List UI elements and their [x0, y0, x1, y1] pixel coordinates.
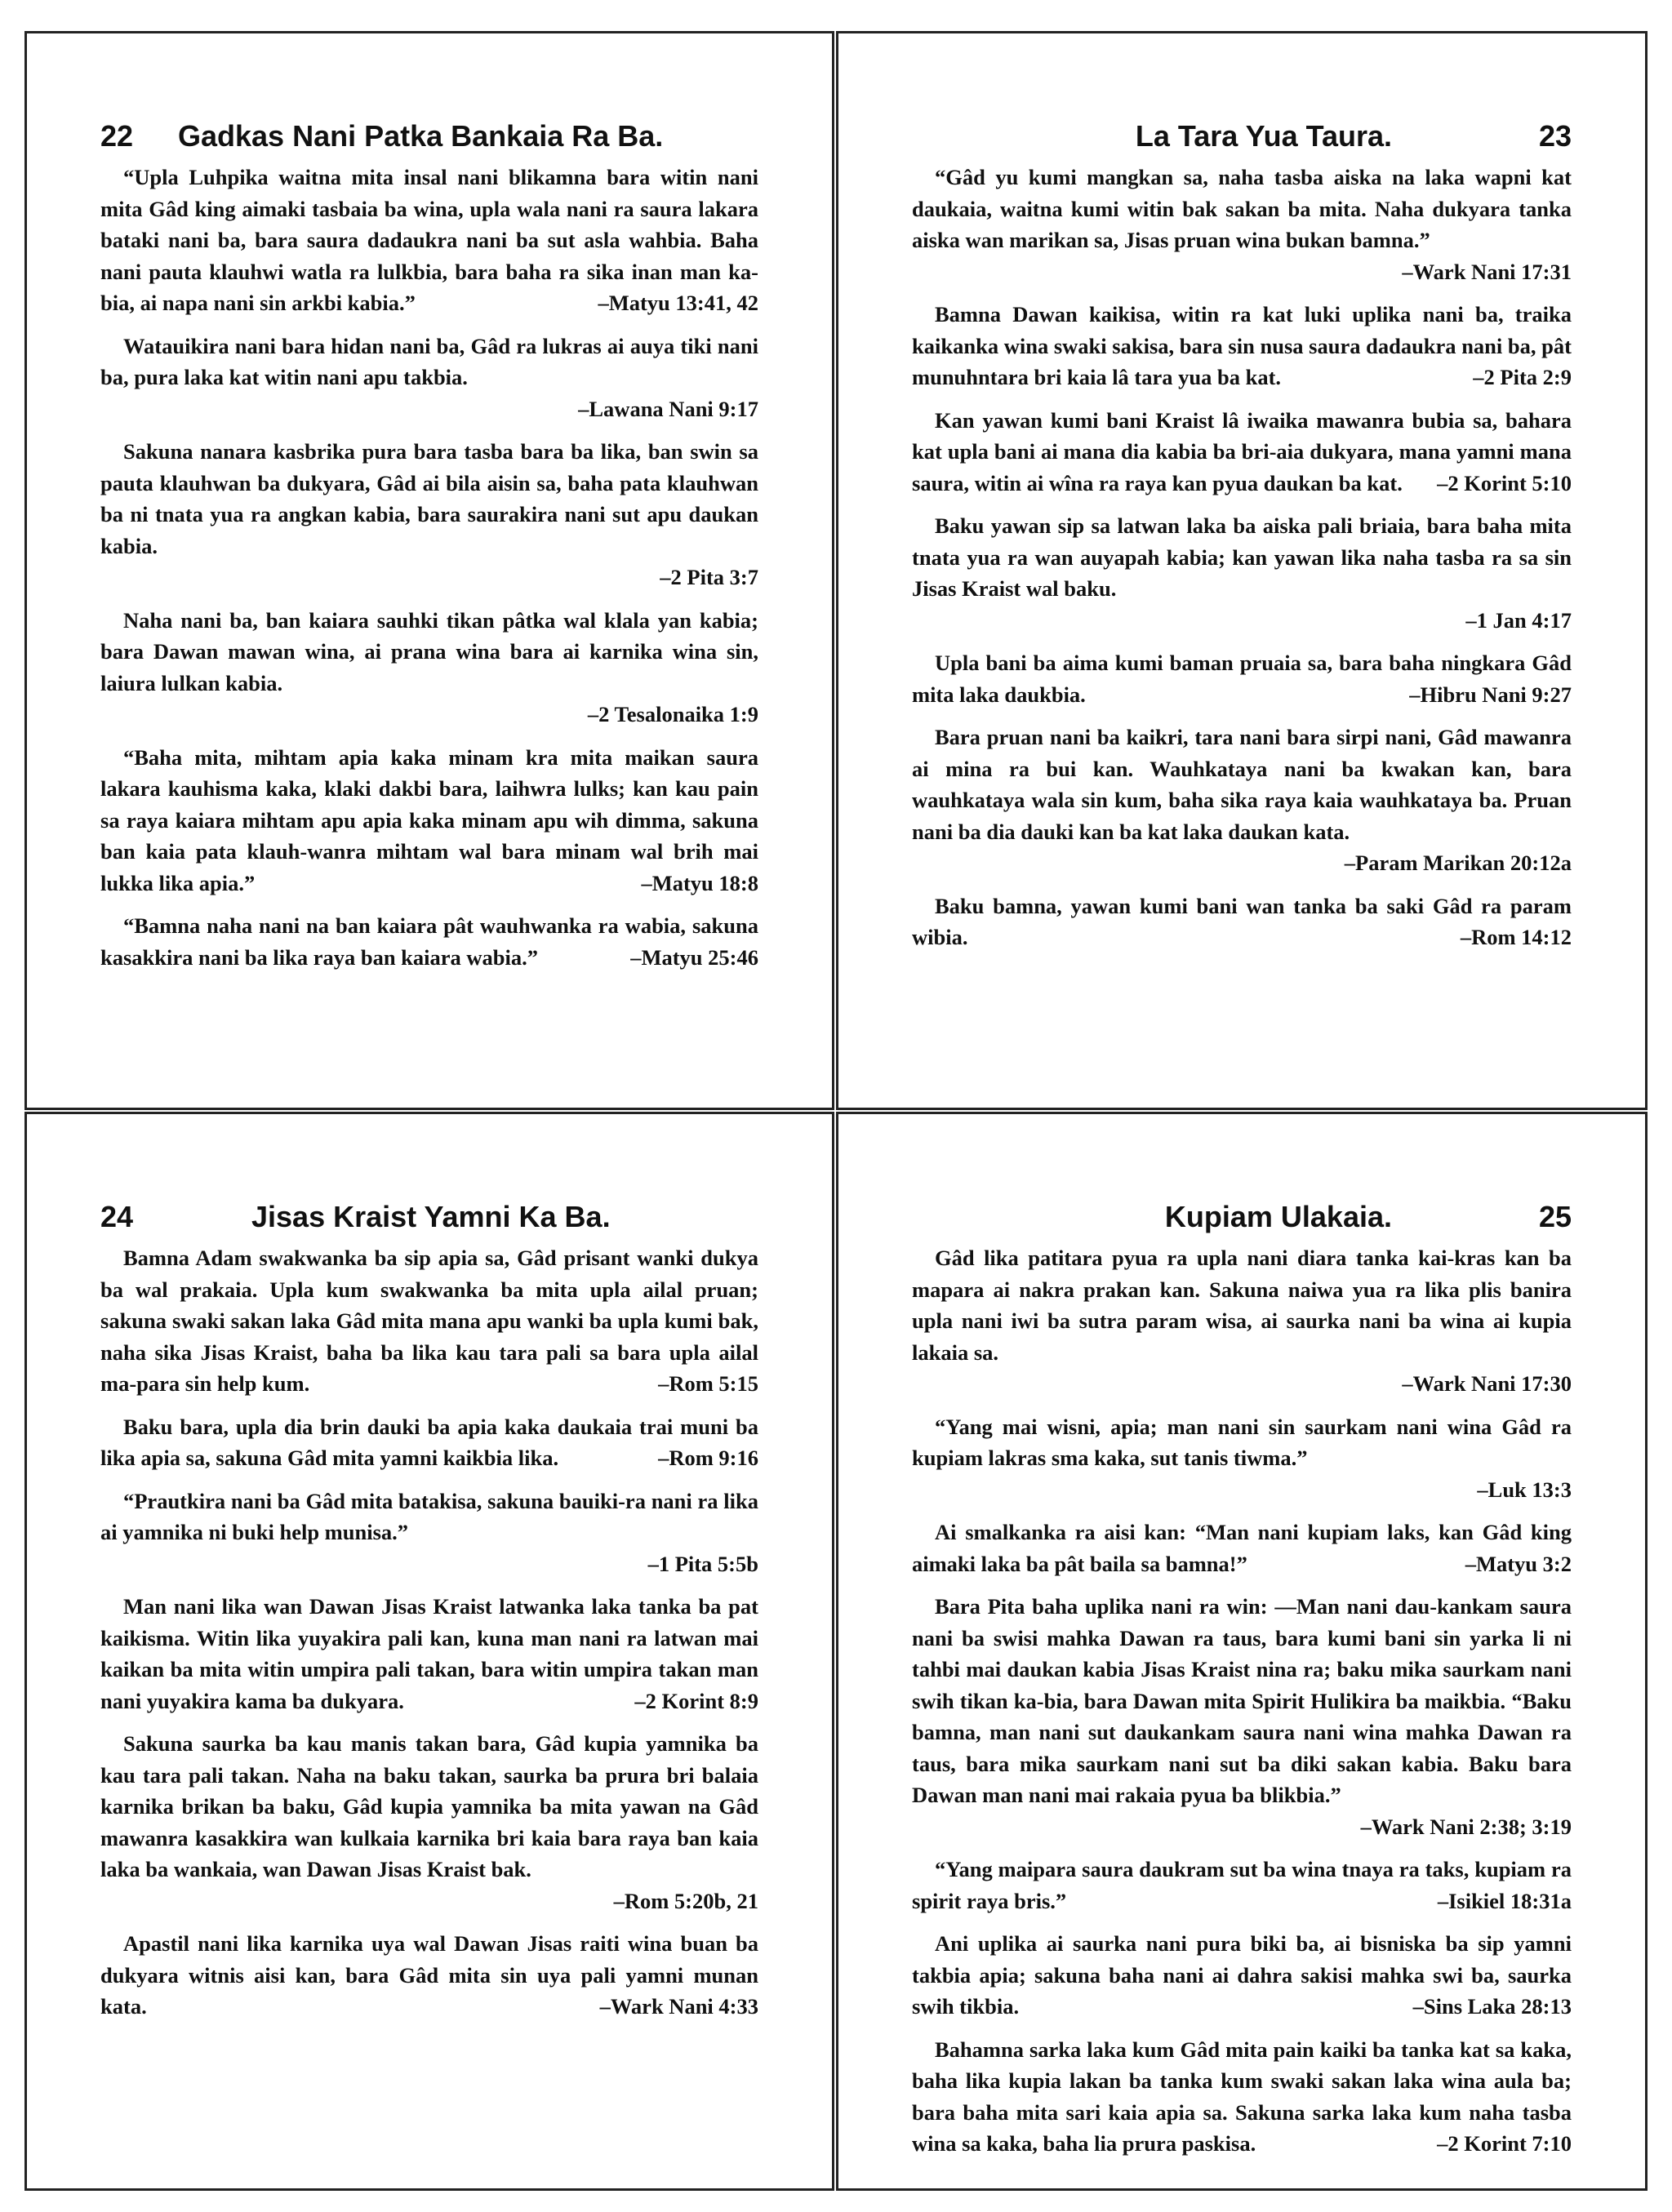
page-number: 23: [1538, 119, 1572, 153]
verse-text: Bamna Dawan kaikisa, witin ra kat luki uplika nani ba, traika kaikanka wina swaki sakisa, bara sin nusa saura dadaukra nani ba, pât munuhntara bri kaia lâ tara yua ba kat.: [912, 302, 1572, 389]
verse-block: [100, 331, 758, 425]
verse-reference: –2 Pita 2:9: [1473, 365, 1572, 389]
verse-reference: –2 Korint 8:9: [634, 1688, 758, 1713]
verse-text: “Yang maipara saura daukram sut ba wina tnaya ra taks, kupiam ra spirit raya bris.”: [912, 1857, 1572, 1913]
verse-reference: –Rom 5:15: [658, 1371, 758, 1396]
page-content: [912, 1200, 1572, 2171]
verse-reference: –Luk 13:3: [1477, 1477, 1572, 1502]
verse-text: Bahamna sarka laka kum Gâd mita pain kaiki ba tanka kat sa kaka, baha lika kupia lakan ba tanka kum swaki sakan laka wina aula ba; bara baha mita sari kaia apia sa. Sakuna sarka laka kum naha tasba wina sa kaka, baha lia prura paskisa.: [912, 2037, 1572, 2156]
verse-text: Gâd lika patitara pyua ra upla nani diara tanka kai-kras kan ba mapara ai nakra prakan kan. Sakuna naiwa yua ra lika plis banira upla nani iwi ba sutra param wisa, ai saurka nani ba wina ai kupia lakaia sa.: [912, 1246, 1572, 1365]
verse-reference: –2 Korint 5:10: [1437, 470, 1572, 495]
verse-block: [912, 1854, 1572, 1917]
page-title: Jisas Kraist Yamni Ka Ba.: [251, 1200, 611, 1233]
page-header: [100, 1200, 758, 1239]
verse-block: [912, 1242, 1572, 1400]
page-25: [836, 1112, 1648, 2191]
verse-text: Baku bamna, yawan kumi bani wan tanka ba saki Gâd ra param wibia.: [912, 893, 1572, 949]
verse-text: Bara pruan nani ba kaikri, tara nani bara sirpi nani, Gâd mawanra ai mina ra bui kan. Wauhkataya nani ba kwakan kan, bara wauhkataya wala sin kum, baha sika raya kaia wauhkataya ba. Pruan nani ba dia dauki kan ba kat laka daukan kata.: [912, 725, 1572, 844]
page-header: [912, 119, 1572, 158]
verse-text: “Baha mita, mihtam apia kaka minam kra mita maikan saura lakara kauhisma kaka, klaki dakbi bara, laihwra lulks; kan kau pain sa raya kaiara mihtam apu apia kaka minam apu wih dimma, sakuna ban kaia pata klauh-wanra mihtam wal bara minam wal brih mai lukka lika apia.”: [100, 744, 758, 895]
verse-block: [100, 1486, 758, 1580]
verse-reference: –Matyu 3:2: [1465, 1551, 1572, 1576]
verse-reference: –Matyu 25:46: [630, 944, 758, 970]
page-header: [912, 1200, 1572, 1239]
page-title: Gadkas Nani Patka Bankaia Ra Ba.: [178, 119, 664, 153]
verse-reference: –Sins Laka 28:13: [1412, 1994, 1572, 2019]
verse-block: [100, 1591, 758, 1717]
verse-reference: –Isikiel 18:31a: [1437, 1888, 1572, 1913]
verse-text: “Yang mai wisni, apia; man nani sin saurkam nani wina Gâd ra kupiam lakras sma kaka, sut tanis tiwma.”: [912, 1414, 1572, 1470]
verse-block: [100, 910, 758, 973]
verse-text: Baku yawan sip sa latwan laka ba aiska pali briaia, bara baha mita tnata yua ra wan auyapah kabia; kan yawan lika naha tasba ra sa sin Jisas Kraist wal baku.: [912, 513, 1572, 601]
verse-block: [912, 162, 1572, 287]
verse-text: “Upla Luhpika waitna mita insal nani blikamna bara witin nani mita Gâd king aimaki tasbaia ba wina, upla wala nani ra saura lakara bataki nani ba, bara saura dadaukra nani ba sut asla wahbia. Baha nani pauta klauhwi watla ra lulkbia, bara baha ra sika inan man ka-bia, ai napa nani sin arkbi kabia.”: [100, 165, 758, 315]
page-number: 25: [1538, 1200, 1572, 1233]
page-22: [24, 31, 834, 1110]
verse-text: Upla bani ba aima kumi baman pruaia sa, bara baha ningkara Gâd mita laka daukbia.: [912, 651, 1572, 707]
verse-block: [100, 162, 758, 319]
verse-block: [912, 891, 1572, 953]
verse-reference: –Wark Nani 17:30: [1402, 1371, 1572, 1396]
verse-block: [100, 1728, 758, 1917]
verse-block: [912, 1411, 1572, 1506]
verse-block: [912, 1517, 1572, 1579]
verse-reference: –2 Pita 3:7: [660, 565, 758, 589]
verse-block: [912, 405, 1572, 500]
verse-block: [912, 2034, 1572, 2160]
page-content: [100, 1200, 758, 2034]
verse-block: [912, 647, 1572, 710]
verse-block: [100, 436, 758, 593]
verse-text: Baku bara, upla dia brin dauki ba apia kaka daukaia trai muni ba lika apia sa, sakuna Gâd mita yamni kaikbia lika.: [100, 1414, 758, 1470]
verse-reference: –Wark Nani 4:33: [599, 1994, 758, 2019]
verse-reference: –Param Marikan 20:12a: [1344, 851, 1572, 875]
verse-block: [912, 510, 1572, 636]
verse-reference: –Matyu 18:8: [641, 870, 758, 895]
verse-block: [100, 1242, 758, 1400]
verse-text: “Gâd yu kumi mangkan sa, naha tasba aiska na laka wapni kat daukaia, waitna kumi witin bak sakan ba mita. Naha dukyara tanka aiska wan marikan sa, Jisas pruan wina bukan bamna.”: [912, 165, 1572, 252]
verse-block: [912, 299, 1572, 393]
page-number: 24: [100, 1200, 134, 1233]
verse-reference: –Rom 5:20b, 21: [613, 1888, 758, 1913]
verse-text: Bamna Adam swakwanka ba sip apia sa, Gâd prisant wanki dukya ba wal prakaia. Upla kum swakwanka ba mita upla ailal pruan; sakuna swaki sakan laka Gâd mita mana apu wanki ba upla kumi bak, naha sika Jisas Kraist, baha ba lika kau tara pali sa bara upla ailal ma-para sin help kum.: [100, 1246, 758, 1396]
verse-text: Sakuna saurka ba kau manis takan bara, Gâd kupia yamnika ba kau tara pali takan. Naha na baku takan, saurka ba prura bri balaia karnika brikan ba baku, Gâd kupia yamnika ba mita yawan na Gâd mawanra kasakkira wan kulkaia karnika bri kaia bara raya ban kaia laka ba wankaia, wan Dawan Jisas Kraist bak.: [100, 1731, 758, 1881]
verse-block: [100, 1928, 758, 2023]
page-23: [836, 31, 1648, 1110]
verse-text: Bara Pita baha uplika nani ra win: —Man nani dau-kankam saura nani ba swisi mahka Dawan ra taus, bara kumi bani sin yarka li ni tahbi mai daukan kabia Jisas Kraist nina ra; baku mika saurkam nani swih tikan ka-bia, bara Dawan mita Spirit Hulikira ba maikbia. “Baku bamna, man nani sut daukankam saura nani wina mahka Dawan ra taus, bara mika saurkam nani sut ba diki sakan kabia. Baku bara Dawan man nani mai rakaia pyua ba blikbia.”: [912, 1594, 1572, 1807]
verse-text: Naha nani ba, ban kaiara sauhki tikan pâtka wal klala yan kabia; bara Dawan mawan wina, ai prana wina bara ai karnika wina sin, laiura lulkan kabia.: [100, 607, 758, 695]
verse-block: [100, 742, 758, 899]
verse-reference: –Wark Nani 2:38; 3:19: [1360, 1814, 1572, 1839]
verse-reference: –Rom 9:16: [658, 1446, 758, 1470]
verse-text: Kan yawan kumi bani Kraist lâ iwaika mawanra bubia sa, bahara kat upla bani ai mana dia kabia ba bri-aia dukyara, mana yamni mana saura, witin ai wîna ra raya kan pyua daukan ba kat.: [912, 407, 1572, 495]
verse-block: [100, 1411, 758, 1474]
verse-block: [912, 1591, 1572, 1842]
verse-reference: –Hibru Nani 9:27: [1409, 682, 1572, 707]
verse-text: Ai smalkanka ra aisi kan: “Man nani kupiam laks, kan Gâd king aimaki laka ba pât baila sa bamna!”: [912, 1520, 1572, 1576]
verse-reference: –2 Tesalonaika 1:9: [587, 702, 758, 726]
page-number: 22: [100, 119, 134, 153]
verse-reference: –Matyu 13:41, 42: [598, 291, 758, 315]
verse-block: [912, 1928, 1572, 2023]
verse-reference: –Rom 14:12: [1460, 925, 1572, 949]
page-content: [912, 119, 1572, 965]
verse-text: “Bamna naha nani na ban kaiara pât wauhwanka ra wabia, sakuna kasakkira nani ba lika raya ban kaiara wabia.”: [100, 913, 758, 970]
page-title: Kupiam Ulakaia.: [1164, 1200, 1392, 1233]
verse-text: Apastil nani lika karnika uya wal Dawan Jisas raiti wina buan ba dukyara witnis aisi kan, bara Gâd mita sin uya pali yamni munan kata.: [100, 1931, 758, 2019]
verse-text: Ani uplika ai saurka nani pura biki ba, ai bisniska ba sip yamni takbia apia; sakuna baha nani ai dahra sakisi mahka swi ba, saurka swih tikbia.: [912, 1931, 1572, 2019]
verse-text: Sakuna nanara kasbrika pura bara tasba bara ba lika, ban swin sa pauta klauhwan ba dukyara, Gâd ai bila aisin sa, baha pata klauhwan ba ni tnata yua ra angkan kabia, bara saurakira nani sut apu daukan kabia.: [100, 439, 758, 558]
page-header: [100, 119, 758, 158]
verse-reference: –1 Pita 5:5b: [647, 1551, 758, 1576]
verse-text: “Prautkira nani ba Gâd mita batakisa, sakuna bauiki-ra nani ra lika ai yamnika ni buki help munisa.”: [100, 1488, 758, 1544]
verse-block: [100, 605, 758, 731]
verse-reference: –1 Jan 4:17: [1465, 607, 1572, 633]
verse-text: Watauikira nani bara hidan nani ba, Gâd ra lukras ai auya tiki nani ba, pura laka kat witin nani apu takbia.: [100, 333, 758, 389]
verse-text: Man nani lika wan Dawan Jisas Kraist latwanka laka tanka ba pat kaikisma. Witin lika yuyakira pali kan, kuna man nani ra latwan mai kaikan ba mita witin umpira pali takan, bara witin umpira takan man nani yuyakira kama ba dukyara.: [100, 1594, 758, 1713]
page-content: [100, 119, 758, 984]
verse-reference: –2 Korint 7:10: [1437, 2131, 1572, 2156]
verse-block: [912, 722, 1572, 879]
verse-reference: –Lawana Nani 9:17: [578, 396, 758, 421]
page-24: [24, 1112, 834, 2191]
verse-reference: –Wark Nani 17:31: [1402, 259, 1572, 284]
page-title: La Tara Yua Taura.: [1135, 119, 1392, 153]
